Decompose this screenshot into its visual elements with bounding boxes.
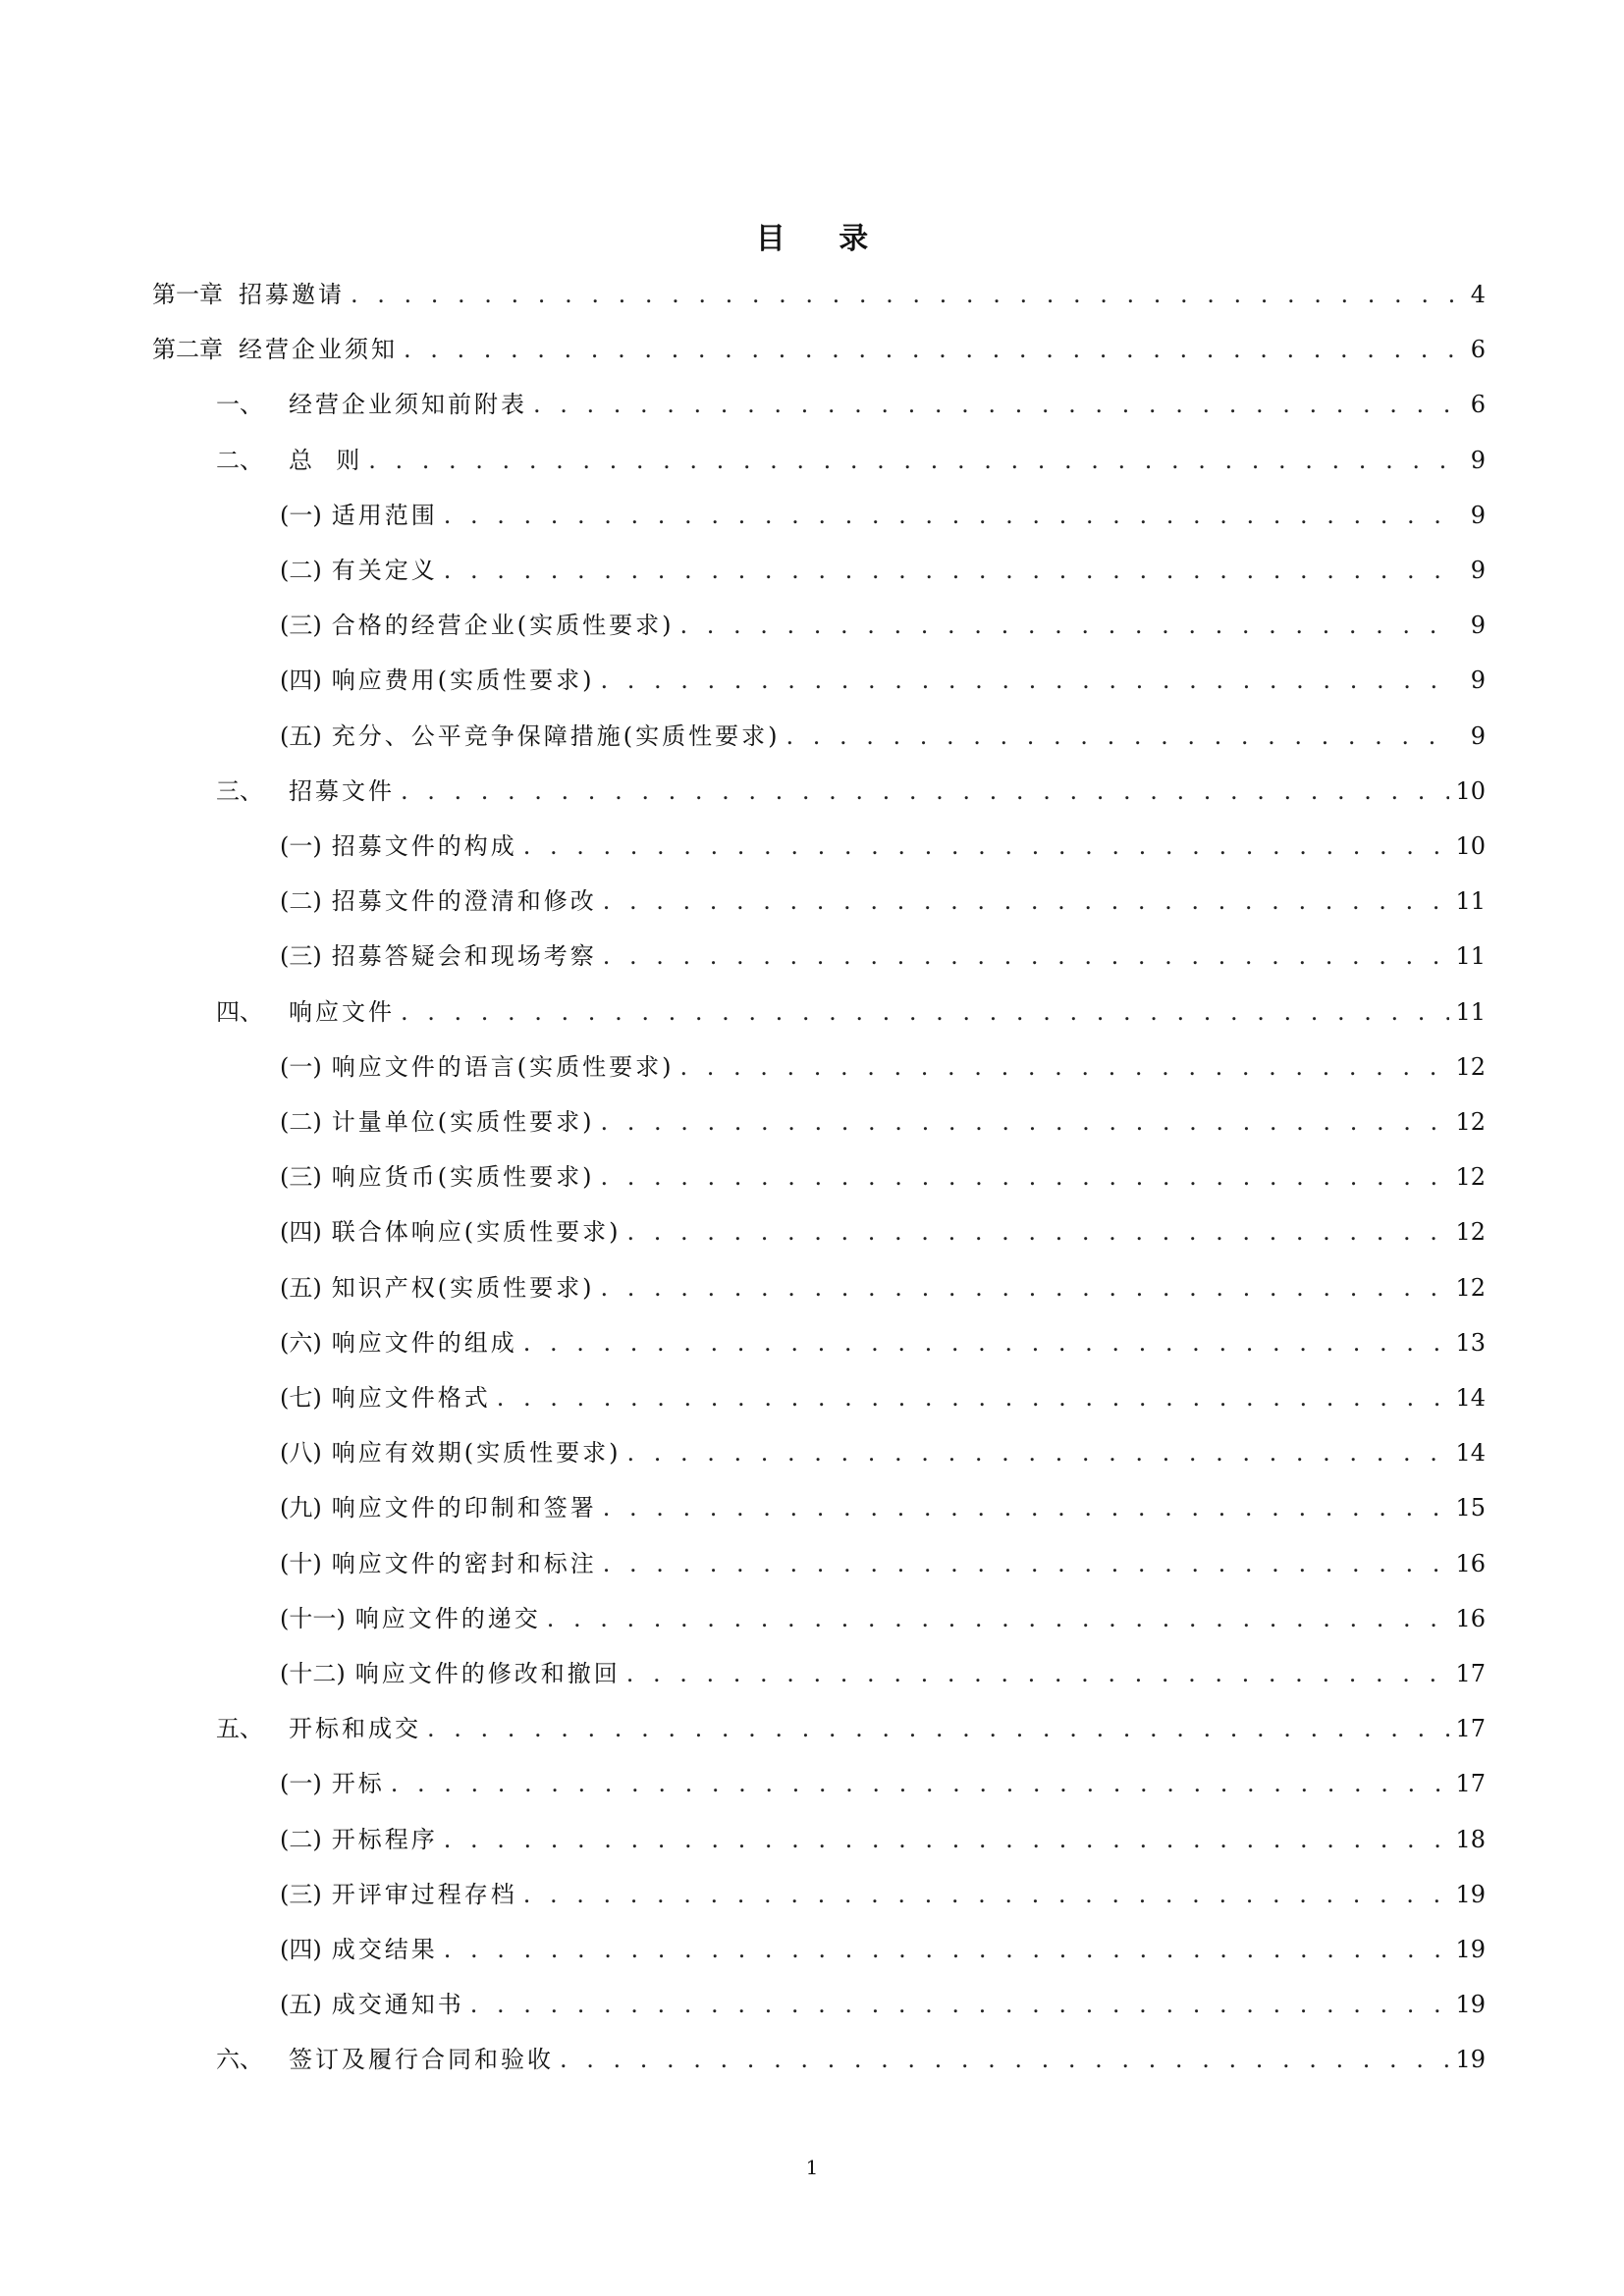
toc-entry-page: 17 bbox=[1455, 1660, 1486, 1687]
toc-entry-number: (五) bbox=[280, 1273, 322, 1302]
toc-entry-number: (十) bbox=[280, 1549, 322, 1577]
toc-entry[interactable] bbox=[280, 661, 1486, 700]
toc-entry-title: 招募文件 bbox=[289, 776, 395, 805]
toc-entry[interactable] bbox=[280, 1378, 1486, 1417]
toc-dot-leader bbox=[785, 717, 1456, 756]
toc-entry-title: 招募文件的构成 bbox=[331, 832, 517, 860]
toc-dot-leader bbox=[679, 606, 1456, 645]
toc-entry-title: 响应文件的密封和标注 bbox=[331, 1549, 597, 1577]
toc-entry-title: 经营企业须知前附表 bbox=[289, 391, 527, 419]
toc-entry[interactable] bbox=[152, 330, 1486, 369]
toc-entry-page: 10 bbox=[1455, 832, 1486, 860]
toc-dot-leader bbox=[497, 1378, 1450, 1417]
toc-entry[interactable] bbox=[216, 385, 1486, 424]
toc-entry-number: (二) bbox=[280, 1825, 322, 1853]
toc-entry[interactable] bbox=[280, 496, 1486, 535]
toc-entry-number: (十二) bbox=[280, 1660, 346, 1687]
toc-entry-page: 11 bbox=[1455, 997, 1486, 1026]
toc-entry-number: 四、 bbox=[216, 997, 263, 1026]
toc-entry-number: (四) bbox=[280, 667, 322, 695]
toc-entry-title: 响应文件的组成 bbox=[331, 1328, 517, 1357]
toc-entry-page: 19 bbox=[1455, 1880, 1486, 1908]
toc-title: 目 录 bbox=[755, 222, 891, 256]
toc-dot-leader bbox=[679, 1047, 1449, 1087]
toc-entry-page: 6 bbox=[1470, 336, 1486, 364]
toc-entry-title: 经营企业须知 bbox=[239, 336, 398, 364]
toc-entry-title: 适用范围 bbox=[331, 501, 438, 529]
toc-entry-title: 招募答疑会和现场考察 bbox=[331, 942, 597, 971]
toc-entry-title: 响应有效期(实质性要求) bbox=[331, 1439, 622, 1468]
toc-entry-page: 9 bbox=[1470, 501, 1486, 529]
toc-dot-leader bbox=[626, 1654, 1450, 1693]
toc-entry-page: 10 bbox=[1455, 776, 1486, 805]
toc-entry-title: 总 则 bbox=[289, 446, 363, 474]
toc-entry-title: 开评审过程存档 bbox=[331, 1880, 517, 1908]
toc-entry-page: 9 bbox=[1470, 557, 1486, 584]
toc-entry-page: 14 bbox=[1455, 1439, 1486, 1468]
toc-entry-page: 9 bbox=[1470, 667, 1486, 695]
toc-dot-leader bbox=[427, 1709, 1449, 1748]
toc-entry-number: (五) bbox=[280, 721, 322, 750]
toc-entry-title: 响应文件格式 bbox=[331, 1384, 491, 1412]
toc-dot-leader bbox=[560, 2040, 1449, 2079]
toc-entry-title: 响应文件的印制和签署 bbox=[331, 1494, 597, 1522]
toc-entry-number: (三) bbox=[280, 612, 322, 640]
toc-entry-number: (三) bbox=[280, 1880, 322, 1908]
toc-entry-title: 合格的经营企业(实质性要求) bbox=[331, 612, 675, 640]
toc-entry-title: 响应费用(实质性要求) bbox=[331, 667, 595, 695]
toc-entry-page: 11 bbox=[1455, 942, 1486, 971]
toc-dot-leader bbox=[600, 1157, 1449, 1197]
toc-entry[interactable] bbox=[280, 717, 1486, 756]
toc-entry[interactable] bbox=[280, 1985, 1486, 2024]
toc-entry-number: 第二章 bbox=[152, 336, 223, 364]
toc-dot-leader bbox=[603, 881, 1450, 921]
toc-entry-number: (六) bbox=[280, 1328, 322, 1357]
toc-entry-page: 17 bbox=[1455, 1715, 1486, 1743]
toc-entry-title: 响应货币(实质性要求) bbox=[331, 1163, 595, 1192]
toc-entry-number: (八) bbox=[280, 1439, 322, 1468]
toc-entry-page: 12 bbox=[1455, 1273, 1486, 1302]
toc-entry-page: 16 bbox=[1455, 1549, 1486, 1577]
toc-dot-leader bbox=[523, 827, 1450, 866]
toc-entry-number: 第一章 bbox=[152, 281, 223, 308]
toc-entry-title: 招募邀请 bbox=[239, 281, 345, 308]
toc-entry[interactable] bbox=[280, 1157, 1486, 1197]
toc-entry-title: 开标和成交 bbox=[289, 1715, 421, 1743]
toc-entry-number: (二) bbox=[280, 1108, 322, 1136]
toc-entry-page: 4 bbox=[1470, 281, 1486, 308]
toc-entry-page: 12 bbox=[1455, 1052, 1486, 1081]
toc-dot-leader bbox=[401, 772, 1449, 811]
toc-entry-number: 三、 bbox=[216, 776, 263, 805]
toc-dot-leader bbox=[600, 1268, 1449, 1308]
toc-entry-page: 9 bbox=[1470, 721, 1486, 750]
page-number: 1 bbox=[805, 2156, 819, 2179]
toc-entry[interactable] bbox=[152, 275, 1486, 314]
toc-dot-leader bbox=[368, 441, 1456, 480]
toc-entry-number: (五) bbox=[280, 1991, 322, 2019]
toc-dot-leader bbox=[600, 1102, 1449, 1142]
toc-entry[interactable] bbox=[280, 1488, 1486, 1527]
toc-entry-number: (七) bbox=[280, 1384, 322, 1412]
toc-entry-title: 开标程序 bbox=[331, 1825, 438, 1853]
toc-entry[interactable] bbox=[280, 1930, 1486, 1969]
toc-entry-page: 17 bbox=[1455, 1770, 1486, 1798]
toc-entry[interactable] bbox=[216, 1709, 1486, 1748]
toc-dot-leader bbox=[523, 1875, 1450, 1914]
toc-dot-leader bbox=[351, 275, 1456, 314]
toc-entry-title: 签订及履行合同和验收 bbox=[289, 2046, 554, 2074]
toc-entry-number: 一、 bbox=[216, 391, 263, 419]
toc-entry-page: 12 bbox=[1455, 1108, 1486, 1136]
toc-entry[interactable] bbox=[280, 1820, 1486, 1859]
toc-entry-page: 11 bbox=[1455, 887, 1486, 916]
toc-entry-title: 成交结果 bbox=[331, 1936, 438, 1963]
toc-entry[interactable] bbox=[280, 1875, 1486, 1914]
toc-dot-leader bbox=[603, 936, 1450, 976]
toc-entry-page: 19 bbox=[1455, 1936, 1486, 1963]
toc-dot-leader bbox=[547, 1599, 1450, 1638]
toc-entry[interactable] bbox=[280, 1654, 1486, 1693]
toc-entry-page: 12 bbox=[1455, 1218, 1486, 1247]
toc-entry-number: (一) bbox=[280, 1770, 322, 1798]
toc-entry[interactable] bbox=[280, 1764, 1486, 1803]
toc-entry-page: 9 bbox=[1470, 612, 1486, 640]
toc-entry-number: (三) bbox=[280, 942, 322, 971]
toc-entry-page: 16 bbox=[1455, 1604, 1486, 1632]
toc-entry[interactable] bbox=[280, 551, 1486, 590]
toc-entry-title: 有关定义 bbox=[331, 557, 438, 584]
toc-entry[interactable] bbox=[216, 441, 1486, 480]
toc-entry-page: 14 bbox=[1455, 1384, 1486, 1412]
toc-dot-leader bbox=[444, 1930, 1450, 1969]
toc-entry-page: 13 bbox=[1455, 1328, 1486, 1357]
toc-dot-leader bbox=[533, 385, 1456, 424]
toc-entry-page: 15 bbox=[1455, 1494, 1486, 1522]
toc-entry-page: 19 bbox=[1455, 2046, 1486, 2074]
toc-dot-leader bbox=[603, 1544, 1450, 1583]
toc-entry[interactable] bbox=[280, 936, 1486, 976]
toc-dot-leader bbox=[401, 992, 1449, 1032]
toc-entry-number: (一) bbox=[280, 832, 322, 860]
toc-entry-page: 12 bbox=[1455, 1163, 1486, 1192]
toc-entry-title: 成交通知书 bbox=[331, 1991, 464, 2019]
toc-dot-leader bbox=[444, 496, 1456, 535]
toc-dot-leader bbox=[603, 1488, 1450, 1527]
toc-entry-number: (二) bbox=[280, 557, 322, 584]
toc-dot-leader bbox=[404, 330, 1456, 369]
toc-entry-title: 充分、公平竞争保障措施(实质性要求) bbox=[331, 721, 781, 750]
toc-entry-title: 响应文件 bbox=[289, 997, 395, 1026]
toc-entry[interactable] bbox=[280, 606, 1486, 645]
toc-dot-leader bbox=[470, 1985, 1450, 2024]
toc-entry[interactable] bbox=[280, 1599, 1486, 1638]
toc-entry-page: 18 bbox=[1455, 1825, 1486, 1853]
toc-entry-title: 计量单位(实质性要求) bbox=[331, 1108, 595, 1136]
toc-entry-number: (四) bbox=[280, 1218, 322, 1247]
toc-dot-leader bbox=[600, 661, 1456, 700]
toc-entry[interactable] bbox=[216, 992, 1486, 1032]
toc-entry-title: 知识产权(实质性要求) bbox=[331, 1273, 595, 1302]
toc-entry[interactable] bbox=[280, 827, 1486, 866]
toc-entry[interactable] bbox=[280, 881, 1486, 921]
toc-entry-number: (四) bbox=[280, 1936, 322, 1963]
toc-entry-page: 19 bbox=[1455, 1991, 1486, 2019]
toc-entry-number: (一) bbox=[280, 501, 322, 529]
toc-entry[interactable] bbox=[280, 1268, 1486, 1308]
toc-entry[interactable] bbox=[216, 772, 1486, 811]
toc-entry-number: (一) bbox=[280, 1052, 322, 1081]
toc-entry-page: 9 bbox=[1470, 446, 1486, 474]
toc-entry-title: 联合体响应(实质性要求) bbox=[331, 1218, 622, 1247]
toc-entry-number: 五、 bbox=[216, 1715, 263, 1743]
toc-entry[interactable] bbox=[280, 1433, 1486, 1472]
toc-entry[interactable] bbox=[280, 1323, 1486, 1362]
toc-entry[interactable] bbox=[280, 1544, 1486, 1583]
toc-dot-leader bbox=[626, 1433, 1449, 1472]
toc-entry[interactable] bbox=[280, 1047, 1486, 1087]
toc-entry-page: 6 bbox=[1470, 391, 1486, 419]
toc-entry[interactable] bbox=[280, 1212, 1486, 1252]
toc-entry-number: (九) bbox=[280, 1494, 322, 1522]
toc-entry-title: 响应文件的递交 bbox=[354, 1604, 541, 1632]
toc-entry-number: 二、 bbox=[216, 446, 263, 474]
toc-entry-title: 响应文件的语言(实质性要求) bbox=[331, 1052, 675, 1081]
toc-entry-number: (十一) bbox=[280, 1604, 346, 1632]
toc-dot-leader bbox=[391, 1764, 1450, 1803]
toc-dot-leader bbox=[444, 1820, 1450, 1859]
toc-entry-title: 开标 bbox=[331, 1770, 385, 1798]
toc-dot-leader bbox=[444, 551, 1456, 590]
toc-entry-number: (三) bbox=[280, 1163, 322, 1192]
toc-entry-title: 招募文件的澄清和修改 bbox=[331, 887, 597, 916]
toc-entry-number: (二) bbox=[280, 887, 322, 916]
toc-entry-number: 六、 bbox=[216, 2046, 263, 2074]
toc-entry[interactable] bbox=[280, 1102, 1486, 1142]
toc-entry[interactable] bbox=[216, 2040, 1486, 2079]
toc-dot-leader bbox=[523, 1323, 1450, 1362]
toc-entry-title: 响应文件的修改和撤回 bbox=[354, 1660, 621, 1687]
toc-dot-leader bbox=[626, 1212, 1449, 1252]
